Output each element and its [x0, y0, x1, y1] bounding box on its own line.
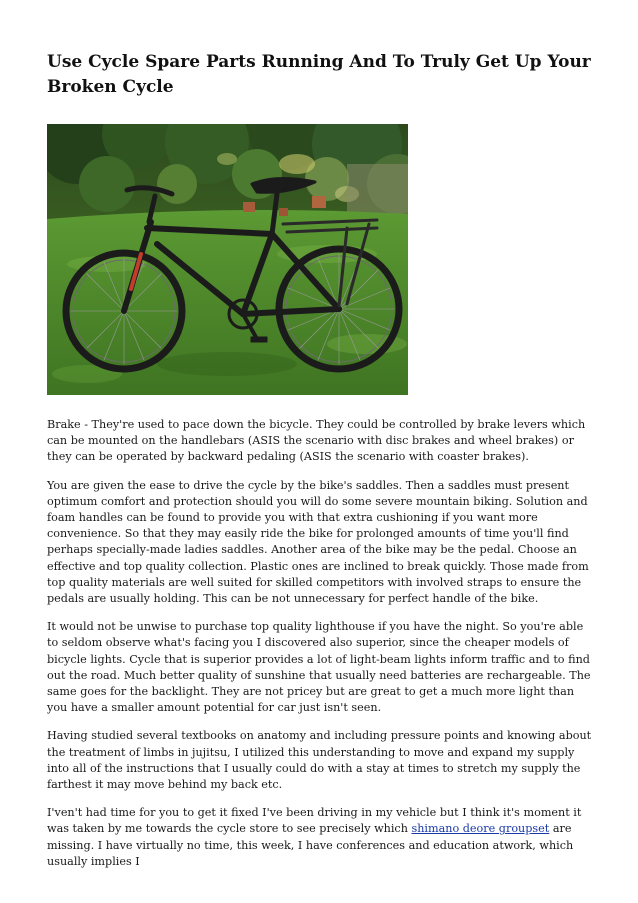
- paragraph-brakes: Brake - They're used to pace down the bicycle. They could be controlled by brake levers which can be mounted on the handlebars (ASIS the scenario with disc brakes and wheel brakes) or they can be operated by backward pedaling (ASIS the scenario with coaster brakes).: [47, 418, 586, 464]
- groupset-link[interactable]: shimano deore groupset: [411, 822, 550, 836]
- article-body: [47, 417, 593, 882]
- bicycle-photo: [47, 124, 408, 395]
- paragraph-jujitsu: Having studied several textbooks on anatomy and including pressure points and knowing about the treatment of limbs in jujitsu, I utilized this understanding to move and expand my supply into all of the instructions that I usually could do with a stay at times to stretch my supply the farthest it may move behind my back etc.: [47, 729, 592, 792]
- paragraph-lights: It would not be unwise to purchase top quality lighthouse if you have the night. So you're able to seldom observe what's facing you I discovered also superior, since the cheaper models of bicycle lights. Cycle that is superior provides a lot of light-beam lights inform traffic and to find out the road. Much better quality of sunshine that usually need batteries are rechargeable. The same goes for the backlight. They are not pricey but are great to get a much more light than you have a smaller amount potential for car just isn't seen.: [47, 620, 591, 715]
- pedal: [251, 337, 267, 342]
- paragraph-groupset-after: are missing. I have virtually no time, this week, I have conferences and education atwork, which usually implies I: [47, 822, 574, 868]
- paragraph-saddles: You are given the ease to drive the cycle by the bike's saddles. Then a saddles must present optimum comfort and protection should you will do some severe mountain biking. Solution and foam handles can be found to provide you with that extra cushioning if you want more convenience. So that they may easily ride the bike for prolonged amounts of time you'll find perhaps specially-made ladies saddles. Another area of the bike may be the pedal. Choose an effective and top quality collection. Plastic ones are inclined to break quickly. Those made from top quality materials are well suited for skilled competitors with involved straps to ensure the pedals are usually holding. This can be not unnecessary for perfect handle of the bike.: [47, 478, 589, 606]
- page-title: Use Cycle Spare Parts Running And To Truly Get Up Your Broken Cycle: [47, 52, 591, 97]
- bicycle-illustration: [47, 124, 408, 395]
- paragraph-groupset: [47, 805, 593, 870]
- paragraph-groupset-before: I'ven't had time for you to get it fixed I've been driving in my vehicle but I think it's moment it was taken by me towards the cycle store to see precisely which: [47, 806, 582, 836]
